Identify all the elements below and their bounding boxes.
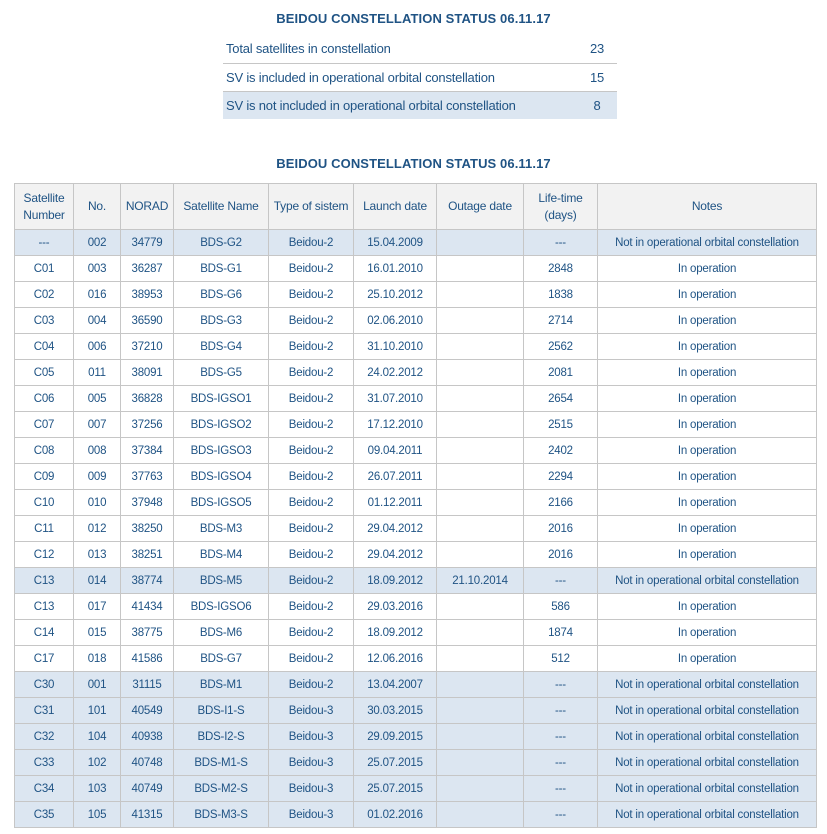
cell-notes: In operation bbox=[598, 256, 817, 282]
cell-satellite-number: C33 bbox=[15, 750, 74, 776]
cell-satellite-name: BDS-IGSO3 bbox=[174, 438, 269, 464]
cell-type-of-sistem: Beidou-2 bbox=[269, 672, 354, 698]
cell-outage-date bbox=[437, 256, 524, 282]
cell-type-of-sistem: Beidou-2 bbox=[269, 386, 354, 412]
cell-launch-date: 31.10.2010 bbox=[354, 334, 437, 360]
cell-norad: 34779 bbox=[121, 230, 174, 256]
cell-norad: 41586 bbox=[121, 646, 174, 672]
cell-outage-date bbox=[437, 412, 524, 438]
cell-satellite-name: BDS-I2-S bbox=[174, 724, 269, 750]
cell-type-of-sistem: Beidou-2 bbox=[269, 542, 354, 568]
cell-outage-date bbox=[437, 334, 524, 360]
summary-value: 23 bbox=[589, 41, 605, 57]
cell-no: 013 bbox=[74, 542, 121, 568]
cell-no: 009 bbox=[74, 464, 121, 490]
cell-norad: 41434 bbox=[121, 594, 174, 620]
cell-satellite-number: C03 bbox=[15, 308, 74, 334]
cell-outage-date bbox=[437, 516, 524, 542]
cell-outage-date bbox=[437, 724, 524, 750]
cell-type-of-sistem: Beidou-2 bbox=[269, 464, 354, 490]
table-row bbox=[15, 698, 817, 724]
cell-launch-date: 25.07.2015 bbox=[354, 776, 437, 802]
cell-launch-date: 17.12.2010 bbox=[354, 412, 437, 438]
cell-satellite-name: BDS-I1-S bbox=[174, 698, 269, 724]
cell-notes: In operation bbox=[598, 516, 817, 542]
cell-life-time: --- bbox=[524, 230, 598, 256]
cell-norad: 36287 bbox=[121, 256, 174, 282]
summary-label: Total satellites in constellation bbox=[226, 41, 391, 57]
cell-satellite-name: BDS-IGSO5 bbox=[174, 490, 269, 516]
cell-launch-date: 18.09.2012 bbox=[354, 620, 437, 646]
table-row bbox=[15, 776, 817, 802]
table-row bbox=[15, 490, 817, 516]
table-row bbox=[15, 620, 817, 646]
cell-norad: 37384 bbox=[121, 438, 174, 464]
cell-satellite-name: BDS-G1 bbox=[174, 256, 269, 282]
cell-satellite-name: BDS-M4 bbox=[174, 542, 269, 568]
cell-norad: 37256 bbox=[121, 412, 174, 438]
cell-satellite-number: C14 bbox=[15, 620, 74, 646]
cell-launch-date: 29.04.2012 bbox=[354, 516, 437, 542]
table-row bbox=[15, 646, 817, 672]
cell-notes: In operation bbox=[598, 412, 817, 438]
cell-norad: 40749 bbox=[121, 776, 174, 802]
cell-life-time: 586 bbox=[524, 594, 598, 620]
table-row bbox=[15, 750, 817, 776]
cell-launch-date: 31.07.2010 bbox=[354, 386, 437, 412]
cell-outage-date bbox=[437, 750, 524, 776]
cell-no: 017 bbox=[74, 594, 121, 620]
table-row bbox=[15, 360, 817, 386]
cell-norad: 37210 bbox=[121, 334, 174, 360]
cell-satellite-number: C13 bbox=[15, 568, 74, 594]
summary-row bbox=[223, 91, 617, 119]
cell-norad: 38774 bbox=[121, 568, 174, 594]
summary-table bbox=[223, 35, 617, 119]
cell-no: 018 bbox=[74, 646, 121, 672]
cell-outage-date bbox=[437, 646, 524, 672]
cell-type-of-sistem: Beidou-2 bbox=[269, 646, 354, 672]
cell-type-of-sistem: Beidou-3 bbox=[269, 802, 354, 828]
cell-norad: 38953 bbox=[121, 282, 174, 308]
table-row bbox=[15, 438, 817, 464]
cell-launch-date: 15.04.2009 bbox=[354, 230, 437, 256]
cell-life-time: --- bbox=[524, 750, 598, 776]
cell-satellite-number: C09 bbox=[15, 464, 74, 490]
cell-satellite-name: BDS-G2 bbox=[174, 230, 269, 256]
cell-notes: Not in operational orbital constellation bbox=[598, 672, 817, 698]
cell-norad: 38775 bbox=[121, 620, 174, 646]
cell-no: 001 bbox=[74, 672, 121, 698]
cell-life-time: --- bbox=[524, 672, 598, 698]
summary-row bbox=[223, 63, 617, 91]
cell-satellite-number: C35 bbox=[15, 802, 74, 828]
cell-notes: Not in operational orbital constellation bbox=[598, 568, 817, 594]
cell-notes: Not in operational orbital constellation bbox=[598, 698, 817, 724]
cell-no: 003 bbox=[74, 256, 121, 282]
header-cell-no: No. bbox=[74, 184, 121, 230]
cell-satellite-number: C12 bbox=[15, 542, 74, 568]
table-row bbox=[15, 230, 817, 256]
cell-type-of-sistem: Beidou-3 bbox=[269, 724, 354, 750]
cell-no: 005 bbox=[74, 386, 121, 412]
cell-life-time: 1838 bbox=[524, 282, 598, 308]
cell-notes: In operation bbox=[598, 334, 817, 360]
cell-notes: Not in operational orbital constellation bbox=[598, 724, 817, 750]
cell-launch-date: 12.06.2016 bbox=[354, 646, 437, 672]
cell-norad: 40748 bbox=[121, 750, 174, 776]
cell-type-of-sistem: Beidou-2 bbox=[269, 308, 354, 334]
table-row bbox=[15, 464, 817, 490]
table-row bbox=[15, 256, 817, 282]
cell-notes: Not in operational orbital constellation bbox=[598, 230, 817, 256]
cell-satellite-number: C30 bbox=[15, 672, 74, 698]
cell-satellite-number: C10 bbox=[15, 490, 74, 516]
cell-launch-date: 01.12.2011 bbox=[354, 490, 437, 516]
cell-satellite-name: BDS-IGSO6 bbox=[174, 594, 269, 620]
cell-satellite-name: BDS-M1-S bbox=[174, 750, 269, 776]
cell-life-time: --- bbox=[524, 776, 598, 802]
cell-type-of-sistem: Beidou-2 bbox=[269, 594, 354, 620]
cell-norad: 31115 bbox=[121, 672, 174, 698]
cell-life-time: 2016 bbox=[524, 542, 598, 568]
table-row bbox=[15, 282, 817, 308]
cell-launch-date: 25.10.2012 bbox=[354, 282, 437, 308]
table-row bbox=[15, 412, 817, 438]
header-cell-launch-date: Launch date bbox=[354, 184, 437, 230]
cell-notes: Not in operational orbital constellation bbox=[598, 802, 817, 828]
cell-type-of-sistem: Beidou-2 bbox=[269, 568, 354, 594]
cell-satellite-name: BDS-IGSO4 bbox=[174, 464, 269, 490]
cell-norad: 41315 bbox=[121, 802, 174, 828]
constellation-table-title: BEIDOU CONSTELLATION STATUS 06.11.17 bbox=[276, 156, 551, 171]
cell-launch-date: 18.09.2012 bbox=[354, 568, 437, 594]
header-cell-outage-date: Outage date bbox=[437, 184, 524, 230]
cell-satellite-name: BDS-IGSO2 bbox=[174, 412, 269, 438]
cell-no: 011 bbox=[74, 360, 121, 386]
cell-launch-date: 25.07.2015 bbox=[354, 750, 437, 776]
cell-launch-date: 09.04.2011 bbox=[354, 438, 437, 464]
cell-outage-date bbox=[437, 490, 524, 516]
cell-notes: In operation bbox=[598, 282, 817, 308]
cell-satellite-name: BDS-M3-S bbox=[174, 802, 269, 828]
cell-no: 010 bbox=[74, 490, 121, 516]
summary-row bbox=[223, 35, 617, 63]
cell-life-time: 2294 bbox=[524, 464, 598, 490]
cell-launch-date: 16.01.2010 bbox=[354, 256, 437, 282]
cell-outage-date bbox=[437, 282, 524, 308]
cell-life-time: 2562 bbox=[524, 334, 598, 360]
cell-life-time: 512 bbox=[524, 646, 598, 672]
summary-label: SV is not included in operational orbital constellation bbox=[226, 97, 516, 113]
cell-life-time: 2848 bbox=[524, 256, 598, 282]
cell-notes: In operation bbox=[598, 594, 817, 620]
cell-satellite-name: BDS-M6 bbox=[174, 620, 269, 646]
cell-life-time: 2166 bbox=[524, 490, 598, 516]
cell-notes: In operation bbox=[598, 360, 817, 386]
cell-type-of-sistem: Beidou-2 bbox=[269, 334, 354, 360]
cell-type-of-sistem: Beidou-2 bbox=[269, 620, 354, 646]
cell-launch-date: 29.03.2016 bbox=[354, 594, 437, 620]
header-cell-notes: Notes bbox=[598, 184, 817, 230]
cell-no: 105 bbox=[74, 802, 121, 828]
cell-satellite-number: C04 bbox=[15, 334, 74, 360]
cell-satellite-name: BDS-IGSO1 bbox=[174, 386, 269, 412]
cell-notes: Not in operational orbital constellation bbox=[598, 776, 817, 802]
cell-life-time: --- bbox=[524, 568, 598, 594]
cell-life-time: --- bbox=[524, 724, 598, 750]
summary-table-body bbox=[223, 35, 617, 119]
cell-norad: 36590 bbox=[121, 308, 174, 334]
cell-no: 103 bbox=[74, 776, 121, 802]
cell-norad: 40938 bbox=[121, 724, 174, 750]
cell-no: 015 bbox=[74, 620, 121, 646]
cell-notes: In operation bbox=[598, 438, 817, 464]
cell-satellite-number: C06 bbox=[15, 386, 74, 412]
cell-satellite-number: C07 bbox=[15, 412, 74, 438]
cell-no: 101 bbox=[74, 698, 121, 724]
cell-launch-date: 01.02.2016 bbox=[354, 802, 437, 828]
summary-value: 8 bbox=[593, 97, 601, 113]
cell-life-time: 2714 bbox=[524, 308, 598, 334]
cell-outage-date bbox=[437, 230, 524, 256]
cell-satellite-name: BDS-M3 bbox=[174, 516, 269, 542]
cell-no: 014 bbox=[74, 568, 121, 594]
table-row bbox=[15, 308, 817, 334]
cell-life-time: 1874 bbox=[524, 620, 598, 646]
cell-outage-date bbox=[437, 308, 524, 334]
cell-satellite-name: BDS-G7 bbox=[174, 646, 269, 672]
cell-norad: 37763 bbox=[121, 464, 174, 490]
cell-outage-date bbox=[437, 438, 524, 464]
cell-satellite-name: BDS-G4 bbox=[174, 334, 269, 360]
cell-life-time: 2402 bbox=[524, 438, 598, 464]
cell-satellite-name: BDS-M5 bbox=[174, 568, 269, 594]
cell-type-of-sistem: Beidou-2 bbox=[269, 256, 354, 282]
cell-notes: In operation bbox=[598, 386, 817, 412]
cell-life-time: --- bbox=[524, 698, 598, 724]
constellation-table bbox=[14, 183, 817, 828]
cell-no: 002 bbox=[74, 230, 121, 256]
cell-norad: 36828 bbox=[121, 386, 174, 412]
cell-no: 102 bbox=[74, 750, 121, 776]
cell-life-time: 2515 bbox=[524, 412, 598, 438]
cell-satellite-number: C32 bbox=[15, 724, 74, 750]
cell-satellite-number: C13 bbox=[15, 594, 74, 620]
cell-satellite-number: C08 bbox=[15, 438, 74, 464]
table-row bbox=[15, 594, 817, 620]
cell-no: 104 bbox=[74, 724, 121, 750]
cell-no: 004 bbox=[74, 308, 121, 334]
cell-outage-date bbox=[437, 672, 524, 698]
table-row bbox=[15, 334, 817, 360]
cell-satellite-number: C34 bbox=[15, 776, 74, 802]
cell-launch-date: 30.03.2015 bbox=[354, 698, 437, 724]
constellation-table-head bbox=[15, 184, 817, 230]
table-row bbox=[15, 724, 817, 750]
cell-norad: 40549 bbox=[121, 698, 174, 724]
table-row bbox=[15, 802, 817, 828]
cell-satellite-number: C11 bbox=[15, 516, 74, 542]
cell-type-of-sistem: Beidou-3 bbox=[269, 698, 354, 724]
constellation-table-body bbox=[15, 230, 817, 828]
header-cell-norad: NORAD bbox=[121, 184, 174, 230]
cell-outage-date bbox=[437, 464, 524, 490]
table-row bbox=[15, 672, 817, 698]
cell-notes: In operation bbox=[598, 542, 817, 568]
cell-notes: In operation bbox=[598, 490, 817, 516]
cell-satellite-number: C05 bbox=[15, 360, 74, 386]
cell-type-of-sistem: Beidou-2 bbox=[269, 490, 354, 516]
cell-satellite-number: C17 bbox=[15, 646, 74, 672]
cell-outage-date: 21.10.2014 bbox=[437, 568, 524, 594]
summary-label: SV is included in operational orbital constellation bbox=[226, 69, 495, 85]
cell-norad: 38251 bbox=[121, 542, 174, 568]
cell-launch-date: 26.07.2011 bbox=[354, 464, 437, 490]
cell-norad: 38091 bbox=[121, 360, 174, 386]
cell-type-of-sistem: Beidou-3 bbox=[269, 750, 354, 776]
summary-value: 15 bbox=[589, 69, 605, 85]
cell-satellite-name: BDS-G6 bbox=[174, 282, 269, 308]
table-row bbox=[15, 568, 817, 594]
cell-satellite-number: C02 bbox=[15, 282, 74, 308]
cell-outage-date bbox=[437, 620, 524, 646]
cell-type-of-sistem: Beidou-2 bbox=[269, 360, 354, 386]
table-row bbox=[15, 516, 817, 542]
cell-outage-date bbox=[437, 802, 524, 828]
cell-type-of-sistem: Beidou-2 bbox=[269, 438, 354, 464]
cell-no: 008 bbox=[74, 438, 121, 464]
cell-outage-date bbox=[437, 698, 524, 724]
header-cell-life-time: Life-time (days) bbox=[524, 184, 598, 230]
cell-no: 012 bbox=[74, 516, 121, 542]
cell-notes: In operation bbox=[598, 464, 817, 490]
header-cell-satellite-number: Satellite Number bbox=[15, 184, 74, 230]
cell-life-time: 2016 bbox=[524, 516, 598, 542]
cell-launch-date: 13.04.2007 bbox=[354, 672, 437, 698]
cell-life-time: 2081 bbox=[524, 360, 598, 386]
cell-outage-date bbox=[437, 542, 524, 568]
cell-norad: 38250 bbox=[121, 516, 174, 542]
cell-type-of-sistem: Beidou-2 bbox=[269, 282, 354, 308]
table-row bbox=[15, 386, 817, 412]
cell-launch-date: 29.09.2015 bbox=[354, 724, 437, 750]
header-cell-satellite-name: Satellite Name bbox=[174, 184, 269, 230]
cell-satellite-name: BDS-M2-S bbox=[174, 776, 269, 802]
cell-life-time: --- bbox=[524, 802, 598, 828]
cell-launch-date: 29.04.2012 bbox=[354, 542, 437, 568]
cell-satellite-name: BDS-G5 bbox=[174, 360, 269, 386]
cell-outage-date bbox=[437, 360, 524, 386]
cell-norad: 37948 bbox=[121, 490, 174, 516]
cell-outage-date bbox=[437, 386, 524, 412]
cell-type-of-sistem: Beidou-2 bbox=[269, 516, 354, 542]
cell-type-of-sistem: Beidou-2 bbox=[269, 230, 354, 256]
table-row bbox=[15, 542, 817, 568]
cell-no: 007 bbox=[74, 412, 121, 438]
cell-notes: In operation bbox=[598, 646, 817, 672]
cell-no: 006 bbox=[74, 334, 121, 360]
cell-notes: In operation bbox=[598, 620, 817, 646]
cell-notes: Not in operational orbital constellation bbox=[598, 750, 817, 776]
cell-launch-date: 02.06.2010 bbox=[354, 308, 437, 334]
cell-launch-date: 24.02.2012 bbox=[354, 360, 437, 386]
cell-satellite-number: --- bbox=[15, 230, 74, 256]
cell-type-of-sistem: Beidou-2 bbox=[269, 412, 354, 438]
cell-outage-date bbox=[437, 594, 524, 620]
cell-satellite-number: C31 bbox=[15, 698, 74, 724]
cell-satellite-name: BDS-G3 bbox=[174, 308, 269, 334]
header-cell-type-of-sistem: Type of sistem bbox=[269, 184, 354, 230]
cell-life-time: 2654 bbox=[524, 386, 598, 412]
cell-notes: In operation bbox=[598, 308, 817, 334]
cell-satellite-name: BDS-M1 bbox=[174, 672, 269, 698]
header-row bbox=[15, 184, 817, 230]
summary-title: BEIDOU CONSTELLATION STATUS 06.11.17 bbox=[276, 11, 551, 26]
cell-satellite-number: C01 bbox=[15, 256, 74, 282]
cell-no: 016 bbox=[74, 282, 121, 308]
cell-outage-date bbox=[437, 776, 524, 802]
cell-type-of-sistem: Beidou-3 bbox=[269, 776, 354, 802]
